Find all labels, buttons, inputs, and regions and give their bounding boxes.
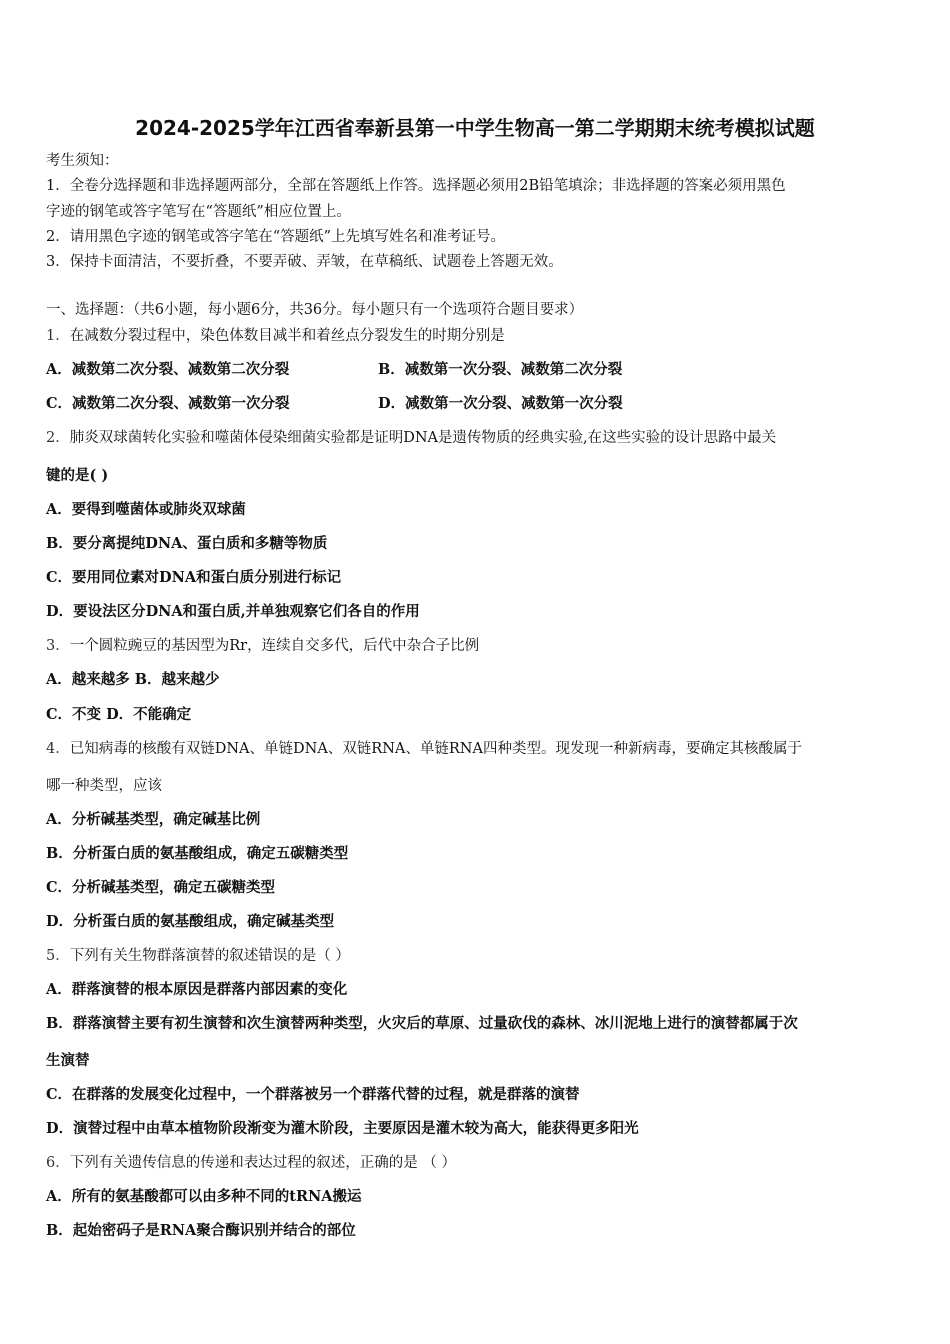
question-number: 1． [46,328,70,344]
q5-option-b-1: B．群落演替主要有初生演替和次生演替两种类型，火灾后的草原、过量砍伐的森林、冰川泥地上进行的演替都属于次 [46,1015,798,1032]
question-5-stem [46,946,350,966]
q2-option-c: C．要用同位素对DNA和蛋白质分别进行标记 [46,569,342,586]
q4-option-c: C．分析碱基类型，确定五碳糖类型 [46,879,276,896]
notice-heading: 考生须知： [46,153,119,169]
question-number: 4． [46,741,70,757]
q4-option-a: A．分析碱基类型，确定碱基比例 [46,811,261,828]
question-text: 下列有关生物群落演替的叙述错误的是（ ） [69,948,350,964]
question-text: 肺炎双球菌转化实验和噬菌体侵染细菌实验都是证明DNA是遗传物质的经典实验,在这些实验的设计思路中最关 [69,430,777,446]
question-2-stem-2: 键的是( ) [46,467,109,484]
question-2-stem-1 [46,428,776,448]
q1-option-a: A．减数第二次分裂、减数第二次分裂 [46,361,290,378]
notice-item-2: 2．请用黑色字迹的钢笔或答字笔在“答题纸”上先填写姓名和准考证号。 [46,229,506,245]
q3-options-cd: C．不变 D．不能确定 [46,706,192,723]
question-number: 5． [46,948,70,964]
q3-options-ab: A．越来越多 B．越来越少 [46,671,220,688]
q1-option-c: C．减数第二次分裂、减数第一次分裂 [46,395,290,412]
q5-option-a: A．群落演替的根本原因是群落内部因素的变化 [46,981,348,998]
question-6-stem [46,1153,456,1173]
exam-title: 2024-2025学年江西省奉新县第一中学生物高一第二学期期末统考模拟试题 [135,116,815,140]
notice-item-1a: 1．全卷分选择题和非选择题两部分，全部在答题纸上作答。选择题必须用2B铅笔填涂；非选择题的答案必须用黑色 [46,178,786,194]
question-number: 6． [46,1155,70,1171]
q2-option-d: D．要设法区分DNA和蛋白质,并单独观察它们各自的作用 [46,603,420,620]
question-text: 一个圆粒豌豆的基因型为Rr，连续自交多代，后代中杂合子比例 [69,638,480,654]
question-4-stem-2: 哪一种类型，应该 [46,778,162,794]
notice-item-3: 3．保持卡面清洁，不要折叠，不要弄破、弄皱，在草稿纸、试题卷上答题无效。 [46,254,563,270]
question-number: 2． [46,430,70,446]
q4-option-b: B．分析蛋白质的氨基酸组成，确定五碳糖类型 [46,845,349,862]
question-text: 在减数分裂过程中，染色体数目减半和着丝点分裂发生的时期分别是 [69,328,505,344]
q6-option-b: B．起始密码子是RNA聚合酶识别并结合的部位 [46,1222,356,1239]
question-3-stem [46,636,479,656]
question-text: 下列有关遗传信息的传递和表达过程的叙述，正确的是 （ ） [69,1155,456,1171]
section-heading: 一、选择题：（共6小题，每小题6分，共36分。每小题只有一个选项符合题目要求） [46,302,584,318]
q2-option-a: A．要得到噬菌体或肺炎双球菌 [46,501,246,518]
q5-option-c: C．在群落的发展变化过程中，一个群落被另一个群落代替的过程，就是群落的演替 [46,1086,580,1103]
q5-option-b-2: 生演替 [46,1052,90,1069]
q2-option-b: B．要分离提纯DNA、蛋白质和多糖等物质 [46,535,328,552]
q1-option-d: D．减数第一次分裂、减数第一次分裂 [378,395,623,412]
q1-option-b: B．减数第一次分裂、减数第二次分裂 [378,361,623,378]
q4-option-d: D．分析蛋白质的氨基酸组成，确定碱基类型 [46,913,335,930]
question-1-stem [46,326,505,346]
q5-option-d: D．演替过程中由草本植物阶段渐变为灌木阶段，主要原因是灌木较为高大，能获得更多阳光 [46,1120,639,1137]
question-text: 已知病毒的核酸有双链DNA、单链DNA、双链RNA、单链RNA四种类型。现发现一种新病毒，要确定其核酸属于 [69,741,802,757]
question-4-stem-1 [46,739,802,759]
q6-option-a: A．所有的氨基酸都可以由多种不同的tRNA搬运 [46,1188,362,1205]
question-number: 3． [46,638,70,654]
notice-item-1b: 字迹的钢笔或答字笔写在“答题纸”相应位置上。 [46,204,351,220]
